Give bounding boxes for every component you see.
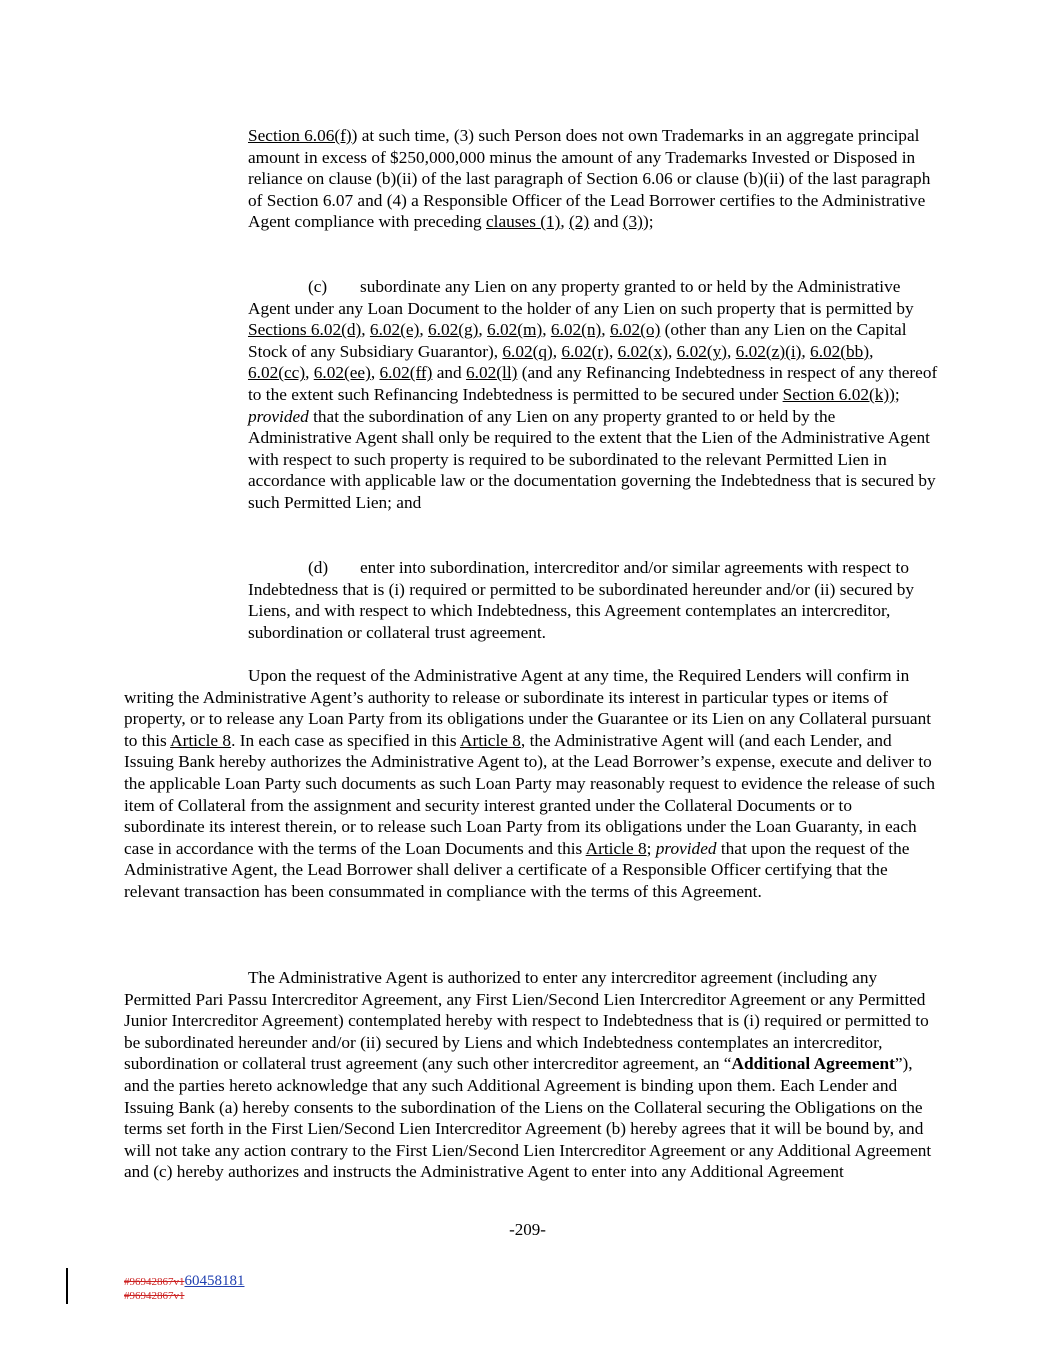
paragraph-agent-authorized: The Administrative Agent is authorized to enter any intercreditor agreement (including any Permitted Pari Passu Intercreditor Agreement, any First Lien/Second Lien Intercreditor Agreement or any Permitted Junior Intercreditor Agreement) contemplated hereby with respect to Indebtedness that is (i) required or permitted to be subordinated hereunder and/or (ii) secured by Liens and which Indebtedness contemplates an intercreditor, subordination or collateral trust agreement (any such other intercreditor agreement, an “Additional Agreement”), and the parties hereto acknowledge that any such Additional Agreement is binding upon them. Each Lender and Issuing Bank (a) hereby consents to the subordination of the Liens on the Collateral securing the Obligations on the terms set forth in the First Lien/Second Lien Intercreditor Agreement (b) hereby agrees that it will be bound by, and will not take any action contrary to the First Lien/Second Lien Intercreditor Agreement or any Additional Agreement and (c) hereby authorizes and instructs the Administrative Agent to enter into any Additional Agreement [124, 968, 932, 1182]
section-link[interactable]: 6.02(m) [487, 320, 543, 340]
section-link[interactable]: 6.02(z)(i) [735, 341, 802, 361]
clause-d-text: enter into subordination, intercreditor and/or similar agreements with respect to Indebtedness that is (i) required or permitted to be subordinated hereunder and/or (ii) secured by Liens, and with respect to which Indebtedness, this Agreement contemplates an intercreditor, subordination or collateral trust agreement. [248, 558, 915, 642]
section-link[interactable]: 6.02(ll) [466, 363, 518, 383]
clause-3-reference[interactable]: (3) [622, 212, 643, 232]
article-8-link[interactable]: Article 8 [170, 730, 232, 750]
section-link[interactable]: 6.02(bb) [810, 341, 870, 361]
section-link[interactable]: 6.02(n) [550, 320, 602, 340]
article-8-link[interactable]: Article 8 [585, 838, 647, 858]
section-link[interactable]: 6.02(ff) [379, 363, 433, 383]
section-link[interactable]: 6.02(o) [609, 320, 661, 340]
inserted-docid: 60458181 [184, 1273, 245, 1289]
clause-d-label: (d) [308, 558, 329, 577]
clause-2-reference[interactable]: (2) [569, 212, 590, 232]
section-6-02k-link[interactable]: Section 6.02(k)) [782, 384, 895, 404]
deleted-docid-2: #96942867v1 [124, 1290, 185, 1302]
section-link[interactable]: 6.02(e) [369, 320, 420, 340]
section-link[interactable]: 6.02(y) [676, 341, 728, 361]
clause-c: (c) subordinate any Lien on any property granted to or held by the Administrative Agent under any Loan Document to the holder of any Lien on such property that is permitted by Sections 6.02(d), 6.02(e), 6.02(g), 6.02(m), 6.02(n), 6.02(o) (other than any Lien on the Capital Stock of any Subsidiary Guarantor), 6.02(q), 6.02(r), 6.02(x), 6.02(y), 6.02(z)(i), 6.02(bb), 6.02(cc), 6.02(ee), 6.02(ff) and 6.02(ll) (and any Refinancing Indebtedness in respect of any thereof to the extent such Refinancing Indebtedness is permitted to be secured under Section 6.02(k)); provided that the subordination of any Lien on any property granted to or held by the Administrative Agent shall only be required to the extent that the Lien of the Administrative Agent with respect to such property is required to be subordinated to the relevant Permitted Lien in accordance with applicable law or the documentation governing the Indebtedness that is secured by such Permitted Lien; and [248, 277, 938, 512]
provided-italic: provided [655, 838, 717, 858]
document-id [124, 1272, 245, 1291]
paragraph-upon-request: Upon the request of the Administrative Agent at any time, the Required Lenders will confirm in writing the Administrative Agent’s authority to release or subordinate its interest in particular types or items of property, or to release any Loan Party from its obligations under the Guarantee or its Lien on any Collateral pursuant to this Article 8. In each case as specified in this Article 8, the Administrative Agent will (and each Lender, and Issuing Bank hereby authorizes the Administrative Agent to), at the Lead Borrower’s expense, execute and deliver to the applicable Loan Party such documents as such Loan Party may reasonably request to evidence the release of such item of Collateral from the assignment and security interest granted under the Collateral Documents or to subordinate its interest therein, or to release such Loan Party from its obligations under the Loan Guaranty, in each case in accordance with the terms of the Loan Documents and this Article 8; provided that upon the request of the Administrative Agent, the Lead Borrower shall deliver a certificate of a Responsible Officer certifying that the relevant transaction has been consummated in compliance with the terms of this Agreement. [124, 666, 935, 901]
change-bar [66, 1268, 68, 1304]
section-link[interactable]: 6.02(r) [561, 341, 609, 361]
defined-term-additional-agreement: Additional Agreement [731, 1054, 895, 1074]
section-link[interactable]: 6.02(q) [502, 341, 553, 361]
page-number: -209- [509, 1220, 546, 1239]
article-8-link[interactable]: Article 8 [459, 730, 521, 750]
section-link[interactable]: 6.02(cc) [248, 363, 306, 383]
provided-italic: provided [248, 406, 309, 426]
section-link[interactable]: 6.02(g) [428, 320, 479, 340]
deleted-docid: #96942867v1 [124, 1276, 185, 1288]
section-link[interactable]: 6.02(x) [617, 341, 668, 361]
document-id-old [124, 1290, 185, 1303]
section-link[interactable]: Sections 6.02(d) [248, 320, 362, 340]
paragraph-intro-continuation: Section 6.06(f)) at such time, (3) such Person does not own Trademarks in an aggregate principal amount in excess of $250,000,000 minus the amount of any Trademarks Invested or Disposed in reliance on clause (b)(ii) of the last paragraph of Section 6.06 or clause (b)(ii) of the last paragraph of Section 6.07 and (4) a Responsible Officer of the Lead Borrower certifies to the Administrative Agent compliance with preceding clauses (1), (2) and (3)); [248, 126, 931, 232]
clause-c-label: (c) [308, 277, 328, 296]
clause-1-reference[interactable]: clauses (1) [486, 212, 561, 232]
clause-d [248, 557, 938, 643]
section-6-06f-reference[interactable]: Section 6.06(f) [248, 126, 352, 145]
intro-text: ) at such time, (3) such Person does not own Trademarks in an aggregate principal amount in excess of $250,000,000 minus the amount of any Trademarks Invested or Disposed in reliance on clause (b)(ii) of the last paragraph of Section 6.06 or clause (b)(ii) of the last paragraph of Section 6.07 and (4) a Responsible Officer of the Lead Borrower certifies to the Administrative Agent compliance with preceding [248, 126, 931, 232]
section-link[interactable]: 6.02(ee) [313, 363, 371, 383]
